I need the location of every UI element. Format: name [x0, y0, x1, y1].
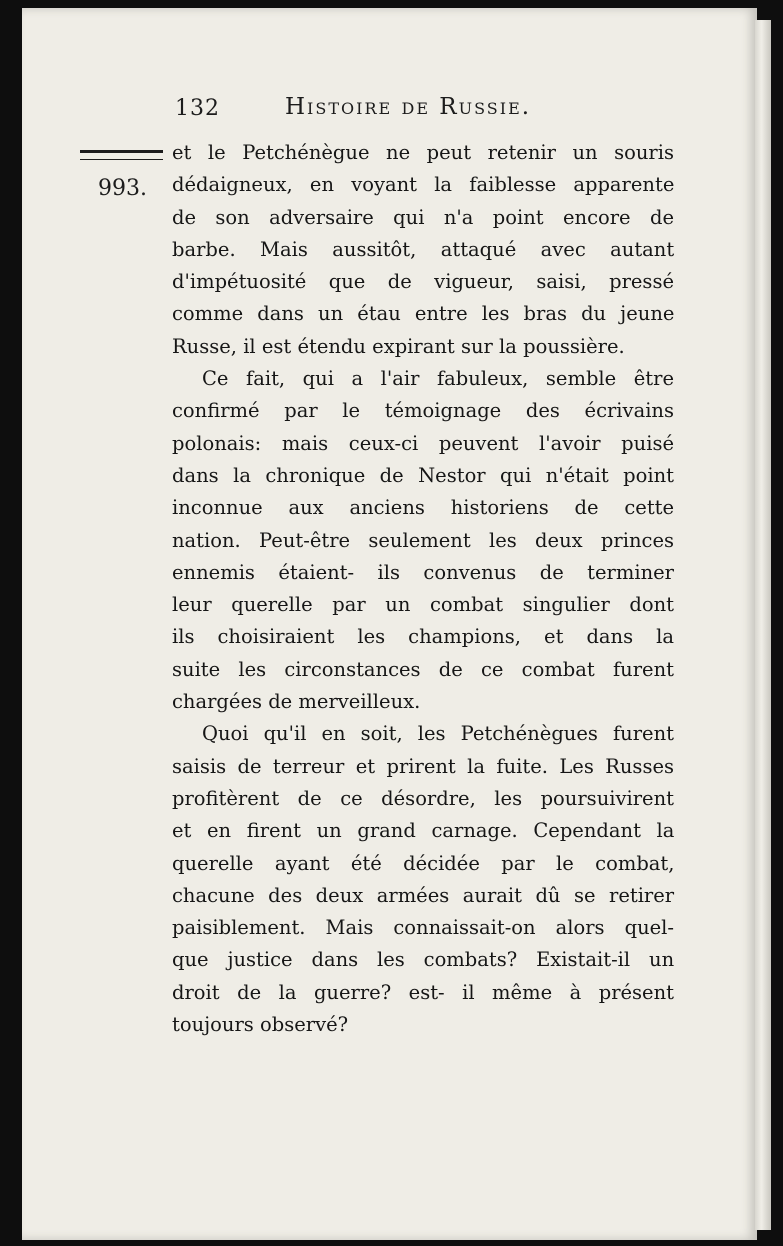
text-line: chacune des deux armées aurait dû se retirer	[172, 883, 675, 907]
text-line: toujours observé?	[172, 1013, 349, 1037]
text-line: droit de la guerre? est- il même à présent	[172, 980, 674, 1004]
text-line: d'impétuosité que de vigueur, saisi, pressé	[172, 270, 674, 294]
text-line: dans la chronique de Nestor qui n'était point	[172, 463, 674, 487]
body-text	[172, 137, 674, 1041]
page-edge	[755, 20, 771, 1230]
text-line: et le Petchénègue ne peut retenir un souris	[172, 141, 674, 164]
margin-year-note: 993.	[98, 176, 147, 201]
text-line: paisiblement. Mais connaissait-on alors quel-	[172, 916, 674, 940]
text-line: barbe. Mais aussitôt, attaqué avec autant	[172, 237, 675, 261]
text-line: chargées de merveilleux.	[172, 690, 421, 714]
text-line: polonais: mais ceux-ci peuvent l'avoir puisé	[172, 431, 674, 455]
paragraph-2	[172, 363, 674, 718]
text-line: Quoi qu'il en soit, les Petchénègues furent	[202, 722, 674, 746]
text-line: confirmé par le témoignage des écrivains	[172, 399, 674, 423]
text-line: Russe, il est étendu expirant sur la poussière.	[172, 334, 625, 358]
page-number: 132	[175, 96, 220, 121]
text-line: comme dans un étau entre les bras du jeune	[172, 302, 675, 326]
text-line: inconnue aux anciens historiens de cette	[172, 496, 675, 520]
text-line: profitèrent de ce désordre, les poursuivirent	[172, 786, 674, 810]
text-line: ennemis étaient- ils convenus de terminer	[172, 560, 674, 584]
page-header	[175, 92, 675, 122]
text-line: ils choisiraient les champions, et dans la	[172, 625, 675, 649]
text-line: que justice dans les combats? Existait-il un	[172, 948, 675, 972]
margin-rule	[80, 150, 163, 160]
text-line: Ce fait, qui a l'air fabuleux, semble être	[202, 367, 674, 391]
running-title: Histoire de Russie.	[285, 94, 532, 120]
paragraph-1	[172, 137, 674, 363]
text-line: nation. Peut-être seulement les deux princes	[172, 528, 674, 552]
text-line: dédaigneux, en voyant la faiblesse apparente	[172, 173, 675, 197]
text-line: leur querelle par un combat singulier dont	[172, 593, 674, 617]
text-line: querelle ayant été décidée par le combat,	[172, 851, 675, 875]
text-line: de son adversaire qui n'a point encore de	[172, 205, 674, 229]
paragraph-3	[172, 718, 674, 1041]
text-line: et en firent un grand carnage. Cependant la	[172, 819, 675, 843]
text-line: saisis de terreur et prirent la fuite. Les Russes	[172, 754, 674, 778]
text-line: suite les circonstances de ce combat furent	[172, 657, 674, 681]
